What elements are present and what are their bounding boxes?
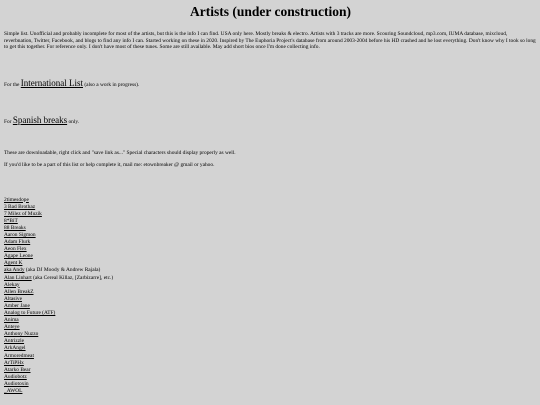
artist-link[interactable]: 2timesdope <box>4 196 29 203</box>
artist-link[interactable]: 3 Bad Brothaz <box>4 203 36 210</box>
list-item <box>4 374 537 381</box>
artist-link[interactable]: Aeon Flex <box>4 246 27 253</box>
artist-link[interactable]: Altasive <box>4 295 22 302</box>
list-item <box>4 303 537 310</box>
artist-link[interactable]: Allen BreakZ <box>4 288 34 295</box>
artist-list <box>4 197 537 396</box>
list-item <box>4 381 537 388</box>
artist-link[interactable]: Aaron Sigmon <box>4 231 36 238</box>
artist-link[interactable]: Anteye <box>4 324 20 331</box>
list-item <box>4 317 537 324</box>
international-suffix: (also a work in progress). <box>84 81 140 88</box>
list-item <box>4 204 537 211</box>
list-item <box>4 388 537 395</box>
list-item <box>4 275 537 282</box>
international-list-link[interactable]: International List <box>20 77 84 88</box>
artist-link[interactable]: 88 Breaks <box>4 224 26 231</box>
artist-note: (aka DJ Moody & Andrew Rajala) <box>25 267 101 274</box>
artist-link[interactable]: Alekay <box>4 281 20 288</box>
artist-link[interactable]: Audiobotz <box>4 373 27 380</box>
list-item <box>4 211 537 218</box>
list-item <box>4 367 537 374</box>
list-item <box>4 296 537 303</box>
international-paragraph <box>4 78 537 89</box>
download-note: These are downloadable, right click and "save link as..." Special characters should display properly as well. <box>4 149 236 156</box>
artist-link[interactable]: Armoredmeat <box>4 352 34 359</box>
artist-link[interactable]: Anima <box>4 317 19 324</box>
list-item <box>4 197 537 204</box>
artist-link[interactable]: Antrizzle <box>4 338 25 345</box>
artist-link[interactable]: ArTiPHx <box>4 359 24 366</box>
list-item <box>4 225 537 232</box>
spanish-paragraph <box>4 115 537 126</box>
spanish-breaks-link[interactable]: Spanish breaks <box>12 115 68 125</box>
artist-link[interactable]: aka Andy <box>4 267 25 274</box>
artist-link[interactable]: Adam Flurk <box>4 239 31 246</box>
list-item <box>4 289 537 296</box>
artist-link[interactable]: _AWOL <box>4 388 23 395</box>
list-item <box>4 310 537 317</box>
artist-link[interactable]: Analog to Future (ATF) <box>4 310 56 316</box>
list-item <box>4 282 537 289</box>
list-item <box>4 353 537 360</box>
help-note: If you'd like to be a part of this list or help complete it, mail me: etownbreaker @ gmail or yahoo. <box>4 162 215 168</box>
list-item <box>4 218 537 225</box>
international-prefix: For the <box>4 81 20 88</box>
spanish-suffix: only. <box>68 119 80 125</box>
artist-link[interactable]: 8*BiT <box>4 217 18 224</box>
artist-link[interactable]: Anthony Nuzzo <box>4 331 39 338</box>
list-item <box>4 324 537 331</box>
list-item <box>4 267 537 274</box>
spanish-prefix: For <box>4 119 12 125</box>
artist-link[interactable]: Audiotoxin <box>4 380 29 387</box>
list-item <box>4 246 537 253</box>
list-item <box>4 239 537 246</box>
artist-note: (aka Cereal Killaz, [Zarbizarre], etc.) <box>33 274 114 281</box>
list-item <box>4 253 537 260</box>
artist-link[interactable]: Agape Leone <box>4 253 33 260</box>
list-item <box>4 331 537 338</box>
intro-paragraph: Simple list. Unofficial and probably incomplete for most of the artists, but this is the info I can find. USA only here. Mostly breaks & electro. Artists with 3 tracks are more. Scouring Soundcloud, mp3.com, IUMA database, mixcloud, reverbnation, Twitter, Facebook, and blogs to find any info I can. Started working on these in 2020. Inspired by The Euphoria Project's database from around 2003-2004 before his HD crashed and he lost everything. Don't know why I took so long to get this together. For reference only. I don't have most of these tunes. Some are still available. May add short bios once I'm done collecting info. <box>4 31 536 50</box>
artist-link[interactable]: ArkAngel <box>4 345 26 352</box>
list-item <box>4 232 537 239</box>
page-title: Artists (under construction) <box>190 4 351 19</box>
artist-link[interactable]: Amber Jane <box>4 302 30 309</box>
list-item <box>4 338 537 345</box>
artist-link[interactable]: Alan Linhart <box>4 274 32 281</box>
artist-link[interactable]: Agent K <box>4 260 23 267</box>
artist-link[interactable]: 7 Milez of Muzik <box>4 210 42 217</box>
list-item <box>4 360 537 367</box>
artist-link[interactable]: Atarko Bear <box>4 366 31 373</box>
list-item <box>4 345 537 352</box>
